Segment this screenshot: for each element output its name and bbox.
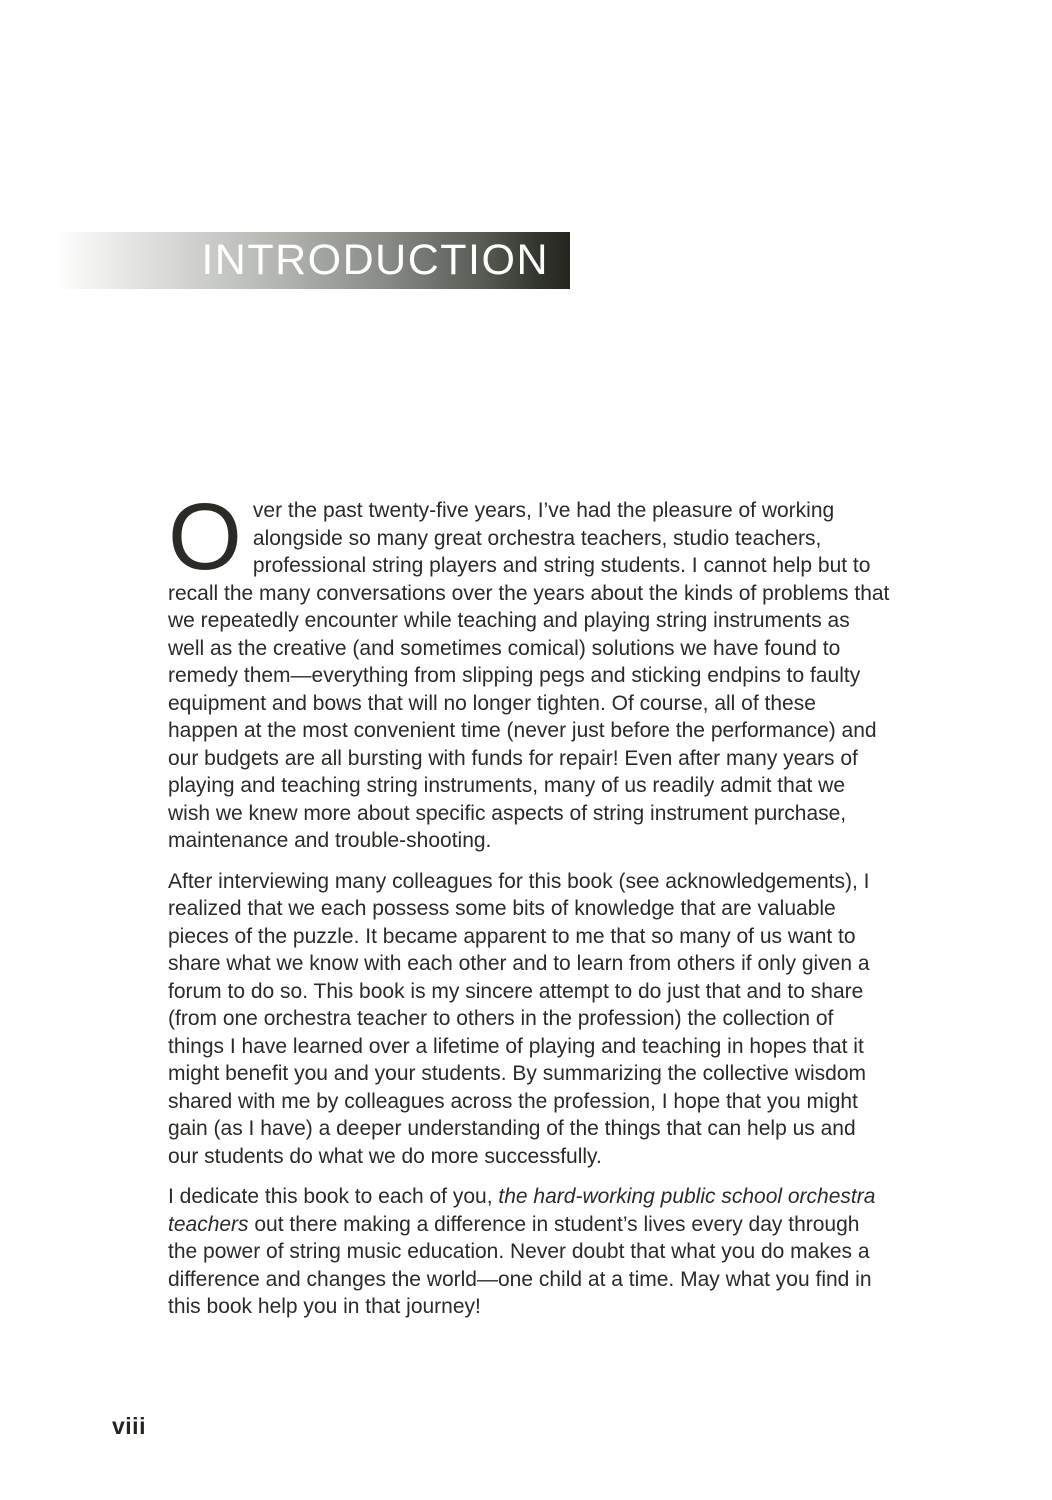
paragraph xyxy=(168,484,890,855)
paragraph-text: After interviewing many colleagues for this book (see acknowledgements), I realized that we each possess some bits of knowledge that are valuable pieces of the puzzle. It became apparent to me that so many of us want to share what we know with each other and to learn from others if only given a forum to do so. This book is my sincere attempt to do just that and to share (from one orchestra teacher to others in the profession) the collection of things I have learned over a lifetime of playing and teaching in hopes that it might benefit you and your students. By summarizing the collective wisdom shared with me by colleagues across the profession, I hope that you might gain (as I have) a deeper understanding of the things that can help us and our students do what we do more successfully. xyxy=(168,869,870,1168)
chapter-banner xyxy=(55,232,570,289)
paragraph-text: I dedicate this book to each of you, xyxy=(168,1185,499,1208)
page-number: viii xyxy=(112,1413,146,1439)
paragraph-text: out there making a difference in student’s lives every day through the power of string music education. Never doubt that what you do makes a difference and changes the world—one child at a time. May what you find in this book help you in that journey! xyxy=(168,1212,872,1318)
paragraph-text-italic: the hard-working public school orchestra teachers xyxy=(168,1185,876,1236)
paragraph-text: ver the past twenty-five years, I’ve had the pleasure of working alongside so many great orchestra teachers, studio teachers, professional string players and string students. I cannot help but to recall the many conversations over the years about the kinds of problems that we repeatedly encounter while teaching and playing string instruments as well as the creative (and sometimes comical) solutions we have found to remedy them—everything from slipping pegs and sticking endpins to faulty equipment and bows that will no longer tighten. Of course, all of these happen at the most convenient time (never just before the performance) and our budgets are all bursting with funds for repair! Even after many years of playing and teaching string instruments, many of us readily admit that we wish we knew more about specific aspects of string instrument purchase, maintenance and trouble-shooting. xyxy=(168,499,890,852)
paragraph xyxy=(168,1183,890,1321)
drop-cap: O xyxy=(168,484,242,590)
chapter-title: INTRODUCTION xyxy=(201,236,549,284)
paragraph xyxy=(168,868,890,1171)
body-paragraphs xyxy=(168,484,890,1321)
